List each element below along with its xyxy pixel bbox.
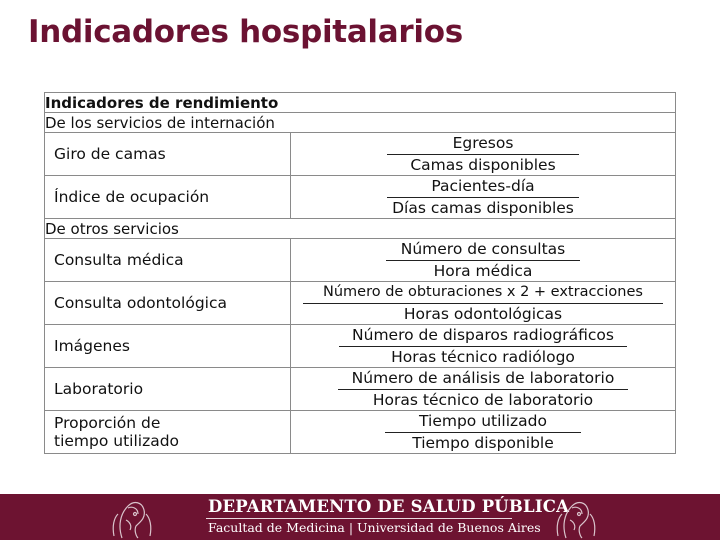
formula-denominator: Horas odontológicas xyxy=(403,305,563,323)
indicator-formula xyxy=(291,368,676,411)
indicator-formula xyxy=(291,176,676,219)
formula-numerator: Tiempo utilizado xyxy=(419,411,547,430)
indicator-label: Giro de camas xyxy=(45,133,291,176)
table-row xyxy=(45,325,676,368)
indicator-label: Índice de ocupación xyxy=(45,176,291,219)
indicator-label: Consulta médica xyxy=(45,239,291,282)
formula-numerator: Número de consultas xyxy=(400,239,566,258)
table-row xyxy=(45,411,676,454)
table-row xyxy=(45,282,676,325)
section-title-internacion: De los servicios de internación xyxy=(45,113,676,133)
indicator-label xyxy=(45,411,291,454)
formula-numerator: Egresos xyxy=(452,133,514,152)
table-row xyxy=(45,368,676,411)
indicators-table xyxy=(44,92,676,454)
section-title-otros: De otros servicios xyxy=(45,219,676,239)
footer-department: DEPARTAMENTO DE SALUD PÚBLICA xyxy=(208,497,570,516)
formula-denominator: Camas disponibles xyxy=(410,155,556,174)
indicator-formula xyxy=(291,411,676,454)
formula-numerator: Número de obturaciones x 2 + extracciones xyxy=(323,284,643,300)
indicator-formula xyxy=(291,325,676,368)
footer-institution: Facultad de Medicina | Universidad de Buenos Aires xyxy=(208,520,541,535)
table-row xyxy=(45,239,676,282)
footer-banner xyxy=(0,494,720,540)
formula-numerator: Pacientes-día xyxy=(431,176,535,195)
section-row xyxy=(45,219,676,239)
footer-divider xyxy=(206,518,512,519)
university-seal-icon xyxy=(108,496,156,540)
table-row xyxy=(45,176,676,219)
formula-numerator: Número de análisis de laboratorio xyxy=(351,368,615,387)
indicator-label-line: Proporción de xyxy=(54,414,161,432)
table-header: Indicadores de rendimiento xyxy=(45,93,676,113)
indicator-label: Laboratorio xyxy=(45,368,291,411)
indicator-label: Imágenes xyxy=(45,325,291,368)
university-seal-icon xyxy=(552,496,600,540)
table-header-row xyxy=(45,93,676,113)
formula-denominator: Horas técnico de laboratorio xyxy=(372,390,594,409)
indicator-formula xyxy=(291,282,676,325)
slide-title: Indicadores hospitalarios xyxy=(28,14,463,50)
table-row xyxy=(45,133,676,176)
formula-denominator: Horas técnico radiólogo xyxy=(391,347,575,366)
indicator-label: Consulta odontológica xyxy=(45,282,291,325)
indicator-label-line: tiempo utilizado xyxy=(54,432,180,450)
formula-denominator: Hora médica xyxy=(433,261,533,280)
formula-denominator: Tiempo disponible xyxy=(412,433,554,452)
indicator-formula xyxy=(291,239,676,282)
formula-denominator: Días camas disponibles xyxy=(392,198,574,217)
formula-numerator: Número de disparos radiográficos xyxy=(352,325,614,344)
section-row xyxy=(45,113,676,133)
indicator-formula xyxy=(291,133,676,176)
